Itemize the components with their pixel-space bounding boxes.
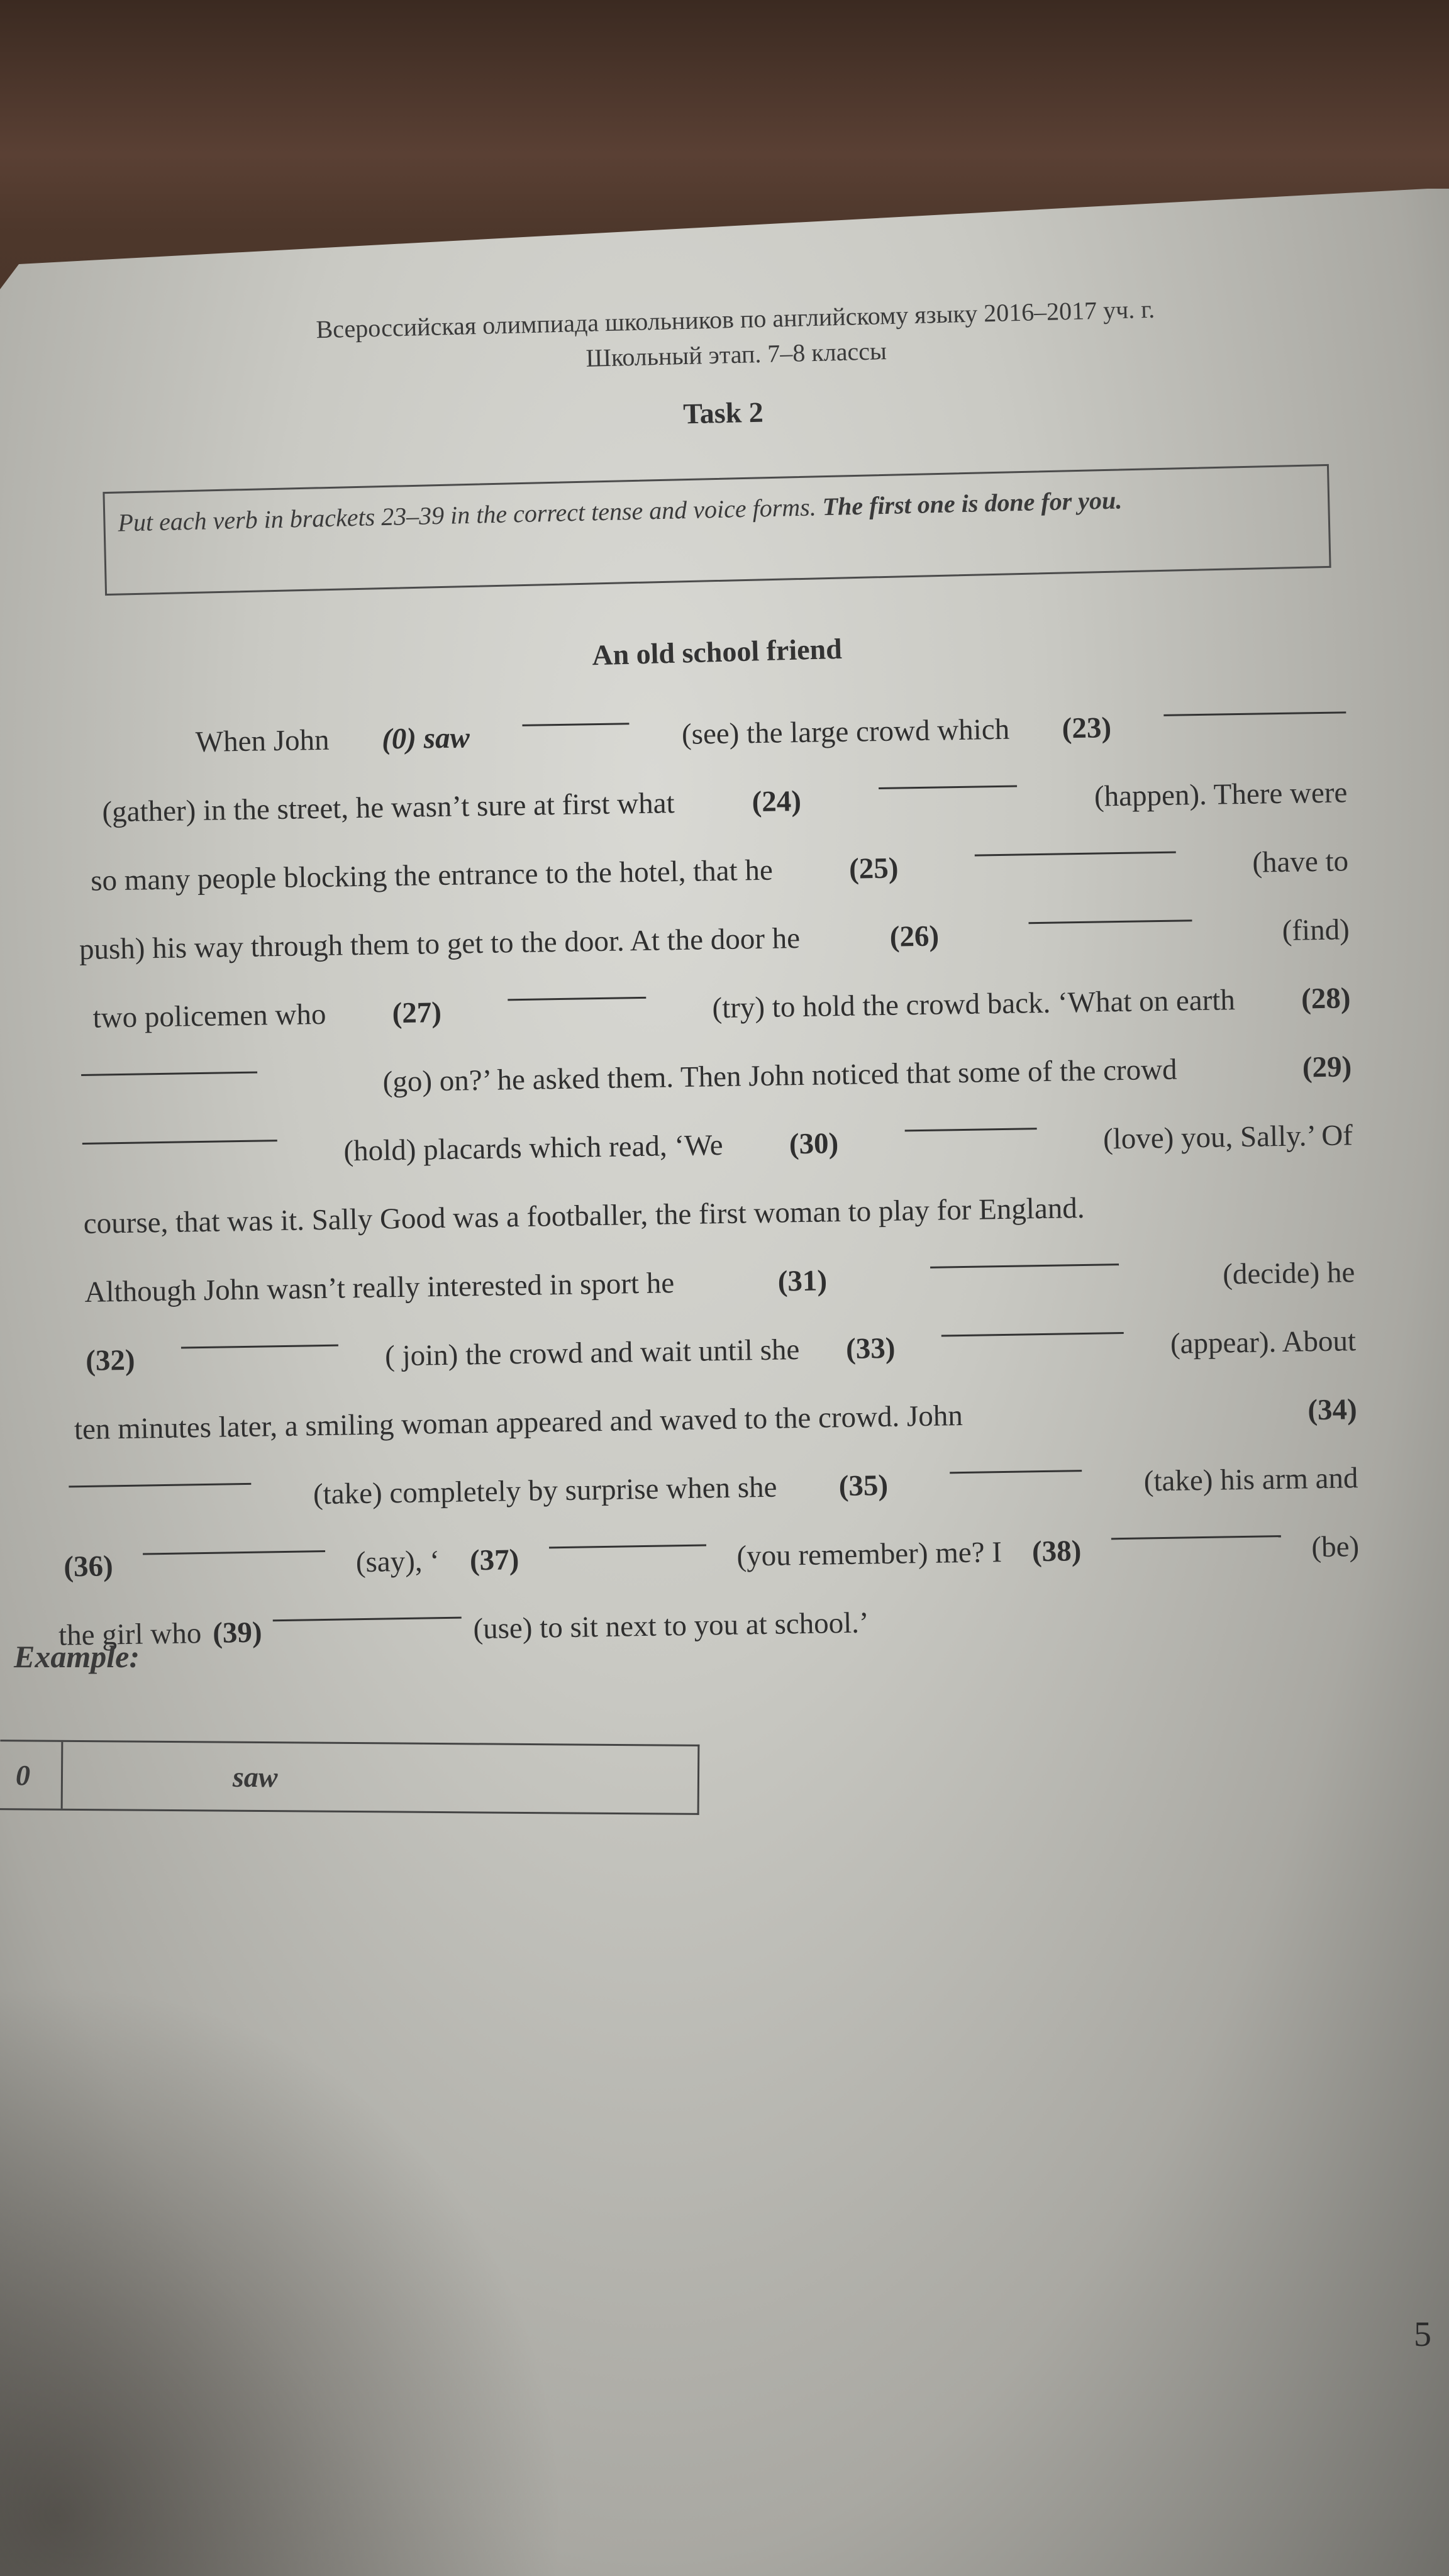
text-segment: course, that was it. Sally Good was a footballer, the first woman to play for England. — [83, 1191, 1085, 1240]
answer-blank[interactable] — [82, 1118, 277, 1145]
example-answer-inline: (0) saw — [381, 721, 470, 756]
header-line-1: Всероссийская олимпиада школьников по английскому языку 2016–2017 уч. г. — [315, 294, 1155, 344]
text-segment: (you remember) me? I — [736, 1536, 1002, 1573]
item-number: (34) — [1307, 1393, 1358, 1427]
text-segment: (use) to sit next to you at school.’ — [473, 1606, 869, 1646]
item-number: (39) — [212, 1616, 262, 1650]
text-segment: two policemen who — [92, 997, 326, 1035]
answer-blank[interactable] — [273, 1596, 462, 1622]
text-segment: When John — [195, 723, 330, 759]
answer-blank[interactable] — [1111, 1514, 1282, 1540]
header-line-2: Школьный этап. 7–8 классы — [585, 336, 887, 372]
text-segment: (happen). There were — [1094, 776, 1348, 813]
text-segment: (find) — [1282, 913, 1350, 947]
text-segment: (be) — [1311, 1530, 1360, 1564]
text-segment: (have to — [1252, 845, 1349, 879]
page-number: 5 — [1414, 2315, 1431, 2354]
text-segment: the girl who — [58, 1617, 202, 1652]
item-number: (30) — [789, 1127, 839, 1161]
text-segment: (love) you, Sally.’ Of — [1102, 1119, 1353, 1156]
task-title: Task 2 — [682, 396, 764, 430]
text-segment: (take) his arm and — [1143, 1462, 1358, 1498]
text-segment: (take) completely by surprise when she — [313, 1470, 777, 1511]
item-number: (31) — [777, 1264, 828, 1298]
item-number: (36) — [63, 1550, 114, 1584]
answer-blank[interactable] — [69, 1462, 252, 1488]
text-segment: (hold) placards which read, ‘We — [343, 1128, 723, 1168]
story-title: An old school friend — [591, 632, 843, 672]
passage — [38, 690, 1361, 1670]
text-segment: Although John wasn’t really interested in sport he — [84, 1267, 675, 1309]
answer-blank[interactable] — [522, 701, 630, 726]
answer-blank[interactable] — [941, 1311, 1124, 1337]
item-number: (37) — [469, 1543, 519, 1577]
text-segment: (try) to hold the crowd back. ‘What on earth — [712, 984, 1236, 1025]
instruction-text: Put each verb in brackets 23–39 in the correct tense and voice forms. — [117, 492, 823, 537]
example-table — [0, 1740, 699, 1815]
item-number: (38) — [1031, 1535, 1082, 1568]
answer-blank[interactable] — [81, 1050, 258, 1076]
answer-blank[interactable] — [930, 1242, 1119, 1269]
item-number: (33) — [845, 1331, 896, 1365]
answer-blank[interactable] — [1163, 690, 1346, 716]
text-segment: ten minutes later, a smiling woman appeared and waved to the crowd. John — [74, 1399, 963, 1446]
item-number: (25) — [848, 852, 899, 886]
example-answer-cell: saw — [232, 1760, 278, 1793]
text-segment: (appear). About — [1170, 1324, 1357, 1360]
item-number: (26) — [889, 919, 940, 953]
item-number: (28) — [1301, 982, 1351, 1016]
item-number: (32) — [85, 1343, 135, 1377]
shadow — [0, 1981, 566, 2576]
answer-blank[interactable] — [181, 1323, 339, 1349]
item-number: (24) — [752, 784, 802, 819]
answer-blank[interactable] — [1028, 898, 1192, 924]
answer-blank[interactable] — [974, 830, 1176, 857]
text-segment: so many people blocking the entrance to the hotel, that he — [90, 853, 774, 897]
answer-blank[interactable] — [904, 1106, 1037, 1131]
text-segment: (gather) in the street, he wasn’t sure at first what — [102, 787, 675, 829]
text-segment: (say), ‘ — [355, 1545, 440, 1579]
answer-blank[interactable] — [507, 975, 646, 1001]
example-label: Example: — [14, 1639, 140, 1674]
text-segment: (see) the large crowd which — [681, 713, 1010, 751]
example-number-cell: 0 — [0, 1741, 63, 1809]
item-number: (27) — [392, 996, 442, 1030]
text-segment: push) his way through them to get to the door. At the door he — [79, 922, 801, 967]
item-number: (23) — [1062, 711, 1112, 745]
text-segment: (decide) he — [1222, 1256, 1355, 1291]
instruction-bold-text: The first one is done for you. — [822, 486, 1123, 521]
answer-blank[interactable] — [950, 1448, 1082, 1474]
text-segment: ( join) the crowd and wait until she — [384, 1333, 800, 1373]
answer-blank[interactable] — [143, 1529, 326, 1555]
item-number: (35) — [838, 1468, 889, 1503]
answer-blank[interactable] — [878, 764, 1017, 789]
text-segment: (go) on?’ he asked them. Then John noticed that some of the crowd — [382, 1053, 1177, 1099]
item-number: (29) — [1302, 1050, 1352, 1084]
answer-blank[interactable] — [549, 1523, 707, 1548]
